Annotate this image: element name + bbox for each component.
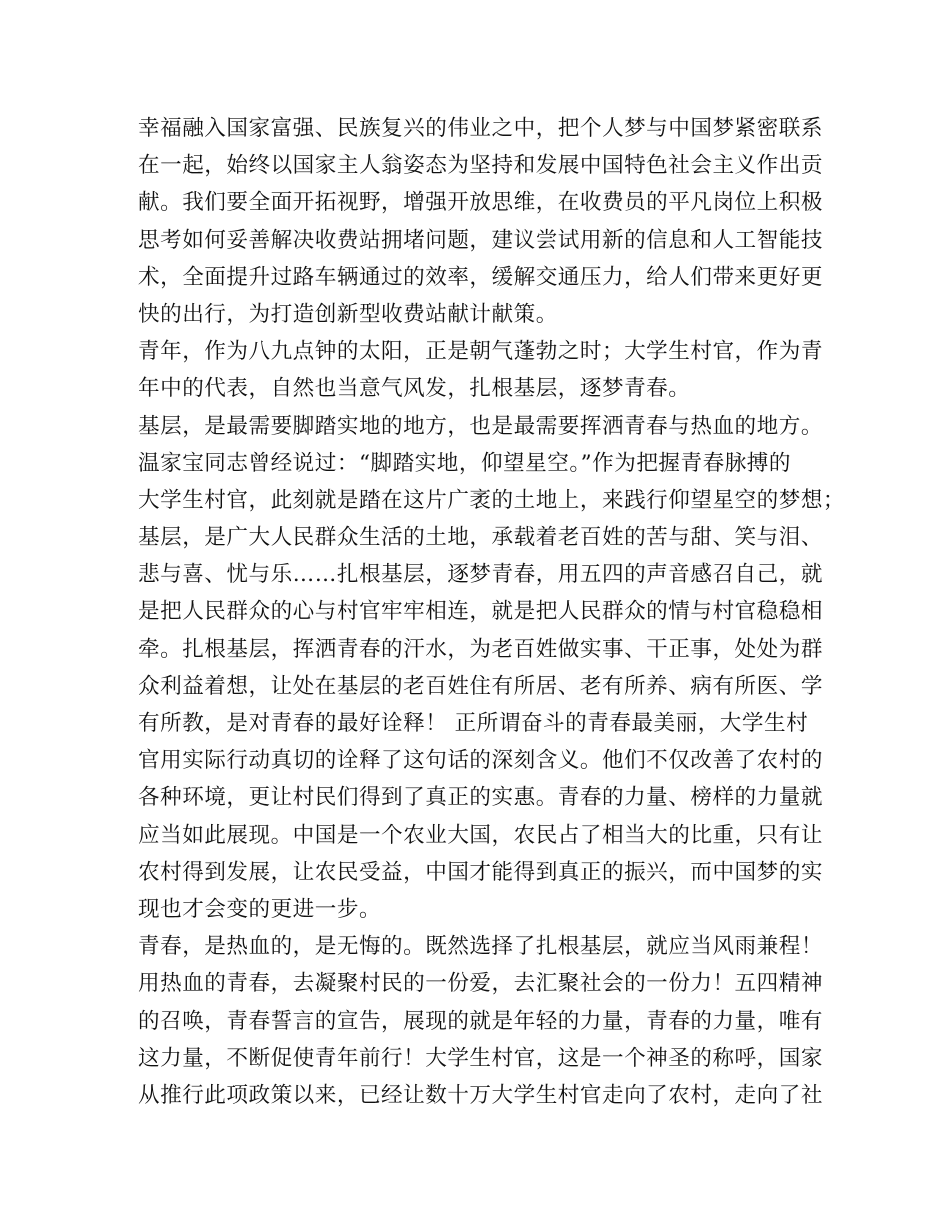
text-line: 牵。扎根基层，挥洒青春的汗水，为老百姓做实事、干正事，处处为群 xyxy=(138,636,823,662)
text-line: 年中的代表，自然也当意气风发，扎根基层，逐梦青春。 xyxy=(138,376,691,402)
text-line: 温家宝同志曾经说过：“脚踏实地，仰望星空。”作为把握青春脉搏的 xyxy=(138,450,791,476)
text-line: 基层，是广大人民群众生活的土地，承载着老百姓的苦与甜、笑与泪、 xyxy=(138,525,823,551)
text-line: 这力量，不断促使青年前行！大学生村官，这是一个神圣的称呼，国家 xyxy=(138,1045,823,1071)
body-text xyxy=(138,110,846,1114)
text-line: 是把人民群众的心与村官牢牢相连，就是把人民群众的情与村官稳稳相 xyxy=(138,599,823,625)
text-line: 现也才会变的更进一步。 xyxy=(138,896,382,922)
text-line: 基层，是最需要脚踏实地的地方，也是最需要挥洒青春与热血的地方。 xyxy=(138,413,823,439)
text-line: 在一起，始终以国家主人翁姿态为坚持和发展中国特色社会主义作出贡 xyxy=(138,153,823,179)
text-line: 众利益着想，让处在基层的老百姓住有所居、老有所养、病有所医、学 xyxy=(138,673,823,699)
text-line: 快的出行，为打造创新型收费站献计献策。 xyxy=(138,301,558,327)
text-line: 应当如此展现。中国是一个农业大国，农民占了相当大的比重，只有让 xyxy=(138,822,823,848)
text-line: 青年，作为八九点钟的太阳，正是朝气蓬勃之时；大学生村官，作为青 xyxy=(138,339,823,365)
text-line: 从推行此项政策以来，已经让数十万大学生村官走向了农村，走向了社 xyxy=(138,1082,823,1108)
text-line: 农村得到发展，让农民受益，中国才能得到真正的振兴，而中国梦的实 xyxy=(138,859,823,885)
text-line: 的召唤，青春誓言的宣告，展现的就是年轻的力量，青春的力量，唯有 xyxy=(138,1008,823,1034)
text-line: 思考如何妥善解决收费站拥堵问题，建议尝试用新的信息和人工智能技 xyxy=(138,227,823,253)
text-line: 青春，是热血的，是无悔的。既然选择了扎根基层，就应当风雨兼程！ xyxy=(138,934,823,960)
text-line: 官用实际行动真切的诠释了这句话的深刻含义。他们不仅改善了农村的 xyxy=(138,748,823,774)
text-line: 各种环境，更让村民们得到了真正的实惠。青春的力量、榜样的力量就 xyxy=(138,785,823,811)
text-line: 术，全面提升过路车辆通过的效率，缓解交通压力，给人们带来更好更 xyxy=(138,264,823,290)
text-line: 用热血的青春，去凝聚村民的一份爱，去汇聚社会的一份力！五四精神 xyxy=(138,971,823,997)
text-line: 悲与喜、忧与乐……扎根基层，逐梦青春，用五四的声音感召自己，就 xyxy=(138,562,823,588)
text-line: 幸福融入国家富强、民族复兴的伟业之中，把个人梦与中国梦紧密联系 xyxy=(138,116,823,141)
text-line: 有所教，是对青春的最好诠释！ 正所谓奋斗的青春最美丽，大学生村 xyxy=(138,711,809,736)
text-line: 大学生村官，此刻就是踏在这片广袤的土地上，来践行仰望星空的梦想； xyxy=(138,487,846,513)
text-line: 献。我们要全面开拓视野，增强开放思维，在收费员的平凡岗位上积极 xyxy=(138,190,823,216)
